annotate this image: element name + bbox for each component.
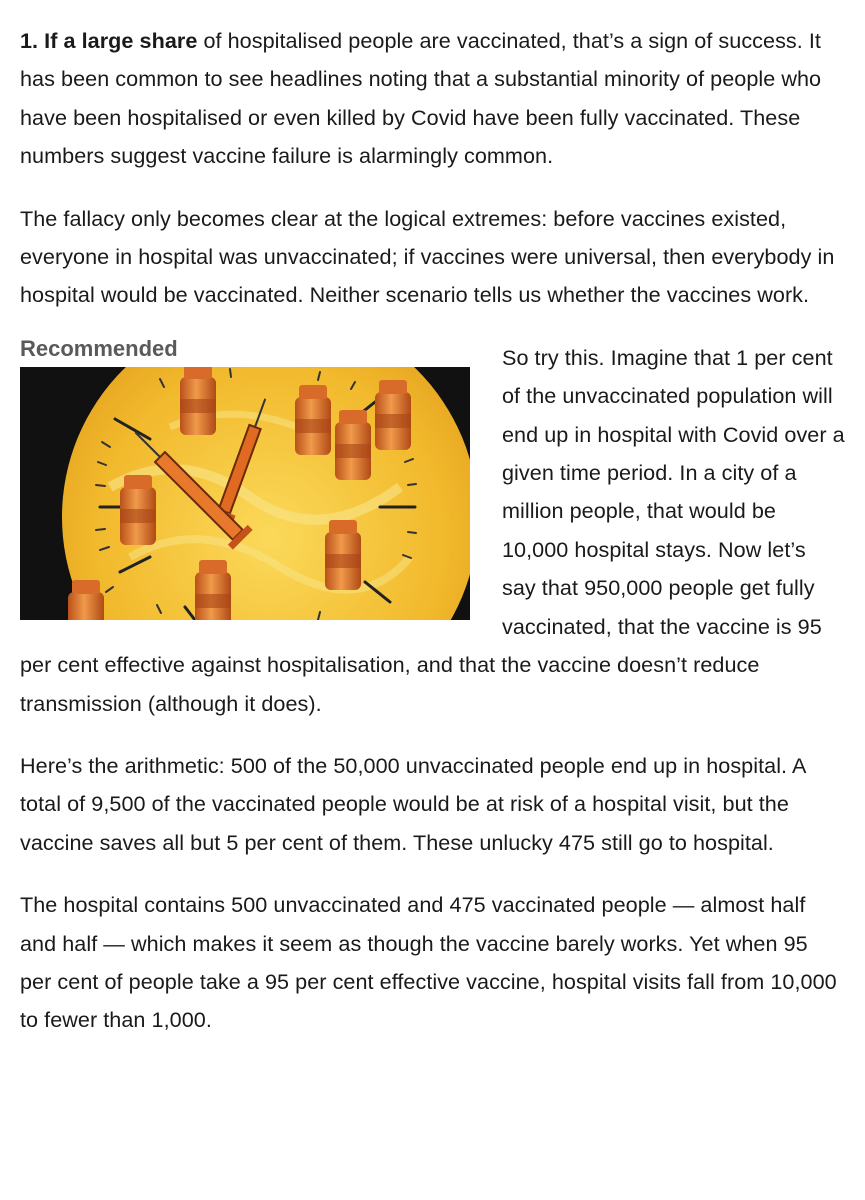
- recommended-block: [20, 335, 472, 620]
- clock-vaccine-illustration-icon: [20, 367, 470, 620]
- paragraph-4: Here’s the arithmetic: 500 of the 50,000 unvaccinated people end up in hospital. A total of 9,500 of the vaccinated people would be at risk of a hospital visit, but the vaccine saves all but 5 per cent of them. These unlucky 475 still go to hospital.: [20, 752, 806, 855]
- paragraph-5: The hospital contains 500 unvaccinated and 475 vaccinated people — almost half and half — which makes it seem as though the vaccine barely works. Yet when 95 per cent of people take a 95 per cent effective vaccine, hospital visits fall from 10,000 to fewer than 1,000.: [20, 892, 837, 1033]
- recommended-image[interactable]: [20, 367, 470, 620]
- paragraph-2: The fallacy only becomes clear at the logical extremes: before vaccines existed, everyone in hospital was unvaccinated; if vaccines were universal, then everybody in hospital would be vaccinated. Neither scenario tells us whether the vaccines work.: [20, 205, 835, 308]
- paragraph-1-text: of hospitalised people are vaccinated, that’s a sign of success. It has been common to see headlines noting that a substantial minority of people who have been hospitalised or even killed by Covid have been fully vaccinated. These numbers suggest vaccine failure is alarmingly common.: [20, 28, 822, 169]
- paragraph-1: [20, 22, 845, 176]
- recommended-label: Recommended: [20, 335, 178, 361]
- paragraph-1-lead: 1. If a large share: [20, 28, 198, 53]
- paragraph-3: So try this. Imagine that 1 per cent of the unvaccinated population will end up in hospital with Covid over a given time period. In a city of a million people, that would be 10,000 hospital stays. Now let’s say that 950,000 people get fully vaccinated, that the vaccine is 95 per cent effective against hospitalisation, and that the vaccine doesn’t reduce transmission (although it does).: [20, 344, 845, 716]
